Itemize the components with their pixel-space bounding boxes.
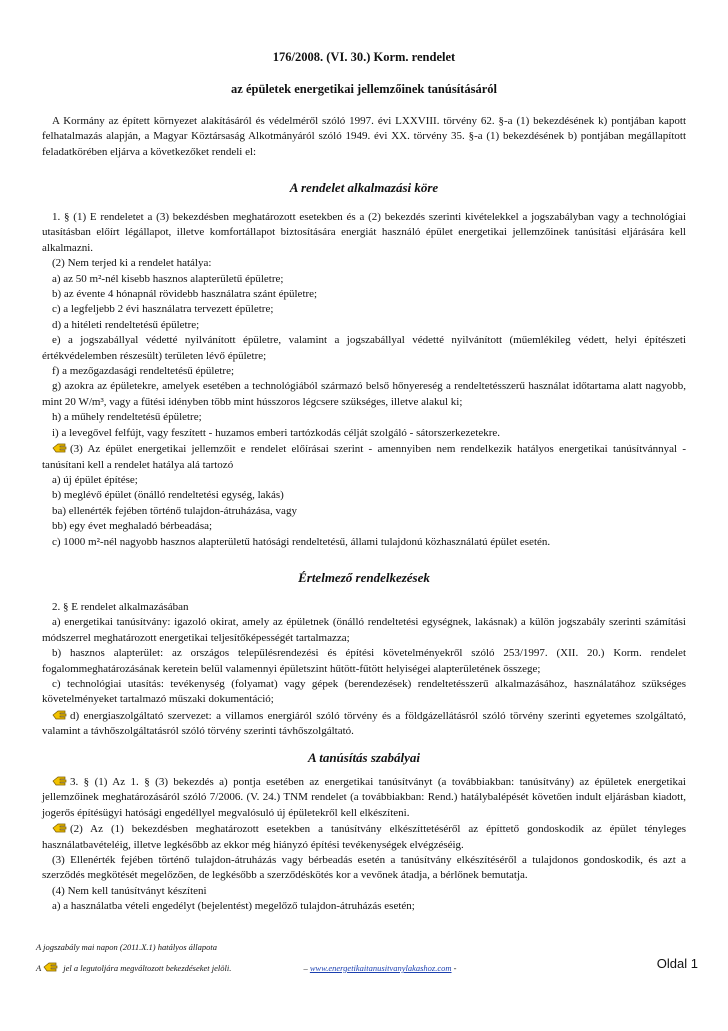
page-number: Oldal 1 (656, 956, 698, 971)
paragraph-3-4: (4) Nem kell tanúsítványt készíteni (52, 884, 207, 897)
paragraph-2: 2. § E rendelet alkalmazásában (52, 601, 189, 613)
section-2-body (42, 600, 686, 740)
document-subtitle: az épületek energetikai jellemzőinek tanúsításáról (231, 82, 497, 96)
paragraph-3-2: (2) Az (1) bekezdésben meghatározott esetekben a tanúsítvány elkészíttetéséről az építtető gondoskodik az épület tényleges használatbavételéig, illetve legkésőbb az ekkor még hiányzó építési tevékenységek elvégzéséig. (42, 823, 686, 851)
hand-pointer-icon (43, 960, 59, 972)
list-item-3ba: ba) ellenérték fejében történő tulajdon-átruházása, vagy (52, 504, 297, 517)
hand-pointer-icon (52, 774, 68, 786)
paragraph-1-2: (2) Nem terjed ki a rendelet hatálya: (52, 257, 212, 270)
list-item-b: b) az évente 4 hónapnál rövidebb használatra szánt épületre; (52, 288, 318, 301)
section-heading-rules: A tanúsítás szabályai (308, 750, 420, 765)
definition-a: a) energetikai tanúsítvány: igazoló okirat, amely az épületnek (önálló rendeltetési egységnek, lakásnak) a külön jogszabály szerinti számítási módszerrel meghatározott energetikai teljesítőképességét tartalmazza; (42, 616, 686, 644)
list-item-3bb: bb) egy évet meghaladó bérbeadása; (52, 520, 213, 533)
list-item-a: a) az 50 m²-nél kisebb hasznos alapterületű épületre; (52, 272, 284, 285)
list-item-d: d) a hitéleti rendeltetésű épületre; (52, 318, 200, 331)
hand-pointer-icon (52, 441, 68, 453)
footer-legend: A jel a legutoljára megváltozott bekezdéseket jelöli. – www.energetikaitanusitvanylakashoz.com - (36, 960, 692, 973)
document-title: 176/2008. (VI. 30.) Korm. rendelet (272, 50, 456, 64)
paragraph-1-1: 1. § (1) E rendeletet a (3) bekezdésben meghatározott esetekben és a (2) bekezdés szerinti kivételekkel a jogszabályban vagy a technológiai utasításban előírt légállapot, illetve komfortállapot biztosítására energiát használó épület energetikai jellemzőinek tanúsítási eljárására kell alkalmazni. (42, 211, 686, 254)
list-item-g: g) azokra az épületekre, amelyek esetében a technológiából származó belső hőnyereség a rendeltetésszerű használat időtartama alatt nagyobb, mint 20 W/m³, vagy a fűtési idényben több mint hússzoros légcsere szükséges, illetve alakul ki; (42, 380, 686, 408)
list-item-4a: a) a használatba vételi engedélyt (bejelentést) megelőző tulajdon-átruházás esetén; (52, 900, 415, 913)
list-item-3c: c) 1000 m²-nél nagyobb hasznos alapterületű hatósági rendeltetésű, állami tulajdonú közhasználatú épület esetén. (52, 535, 551, 548)
list-item-e: e) a jogszabállyal védetté nyilvánított épületre, valamint a jogszabállyal védetté nyilvánított (műemlékileg védett, helyi építészeti értékvédelemben részesült) területen lévő épületre; (42, 334, 686, 362)
definition-b: b) hasznos alapterület: az országos településrendezési és építési követelményekről szóló 253/1997. (XII. 20.) Korm. rendelet fogalommeghatározásának keretein belül valamennyi épületszint hűtött-fűtött helyiségei alapterületének összege; (42, 647, 686, 675)
list-item-i: i) a levegővel felfújt, vagy feszített - huzamos emberi tartózkodás célját szolgáló - sátorszerkezetekre. (52, 426, 501, 439)
paragraph-3-1: 3. § (1) Az 1. § (3) bekezdés a) pontja esetében az energetikai tanúsítványt (a továbbiakban: tanúsítvány) az épületek energetikai jellemzőinek meghatározásáról szóló 7/2006. (V. 24.) TNM rendelet (a továbbiakban: Rend.) hatálybalépését követően indult eljárásban kiadott, jogerős építésügyi hatósági engedéllyel megvalósuló új épületekről kell elkészíteni. (42, 776, 686, 819)
intro-paragraph: A Kormány az épített környezet alakításáról és védelméről szóló 1997. évi LXXVIII. törvény 62. §-a (1) bekezdésének k) pontjában kapott felhatalmazás alapján, a Magyar Köztársaság Alkotmányáról szóló 1949. évi XX. törvény 35. §-a (1) bekezdésének b) pontjában megállapított feladatkörében eljárva a következőket rendeli el: (42, 115, 686, 158)
section-3-body (42, 774, 686, 915)
definition-d: d) energiaszolgáltató szervezet: a villamos energiáról szóló törvény és a földgázellátásról szóló törvény szerinti egyetemes szolgáltató, valamint a távhőszolgáltatásról szóló törvény szerinti távhőszolgáltató. (42, 709, 686, 738)
section-1-body (42, 210, 686, 550)
hand-pointer-icon (52, 708, 68, 720)
list-item-h: h) a műhely rendeltetésű épületre; (52, 411, 202, 424)
list-item-3a: a) új épület építése; (52, 473, 138, 486)
hand-pointer-icon (52, 821, 68, 833)
list-item-3b: b) meglévő épület (önálló rendeltetési egység, lakás) (52, 489, 284, 502)
list-item-f: f) a mezőgazdasági rendeltetésű épületre; (52, 365, 235, 378)
paragraph-3-3: (3) Ellenérték fejében történő tulajdon-átruházás vagy bérbeadás esetén a tanúsítvány elkészítéséről a tulajdonos gondoskodik, és azt a szerződés megkötését megelőzően, de legkésőbb a szerződéskötés kor a vevőnek átadja, a bérlőnek bemutatja. (42, 854, 686, 882)
footer-state-note: A jogszabály mai napon (2011.X.1) hatályos állapota (36, 942, 218, 952)
section-heading-scope: A rendelet alkalmazási köre (289, 180, 439, 195)
section-heading-definitions: Értelmező rendelkezések (298, 570, 430, 585)
definition-c: c) technológiai utasítás: tevékenység (folyamat) vagy gépek (berendezések) rendeltetésszerű alkalmazásához, használatához szükséges követelményeket tartalmazó műszaki dokumentáció; (42, 678, 686, 706)
paragraph-1-3: (3) Az épület energetikai jellemzőit e rendelet előírásai szerint - amennyiben nem rendelkezik hatályos energetikai tanúsítvánnyal - tanúsítani kell a rendelet hatálya alá tartozó (42, 443, 686, 471)
list-item-c: c) a legfeljebb 2 évi használatra tervezett épületre; (52, 303, 274, 316)
website-link[interactable]: www.energetikaitanusitvanylakashoz.com (309, 963, 452, 973)
